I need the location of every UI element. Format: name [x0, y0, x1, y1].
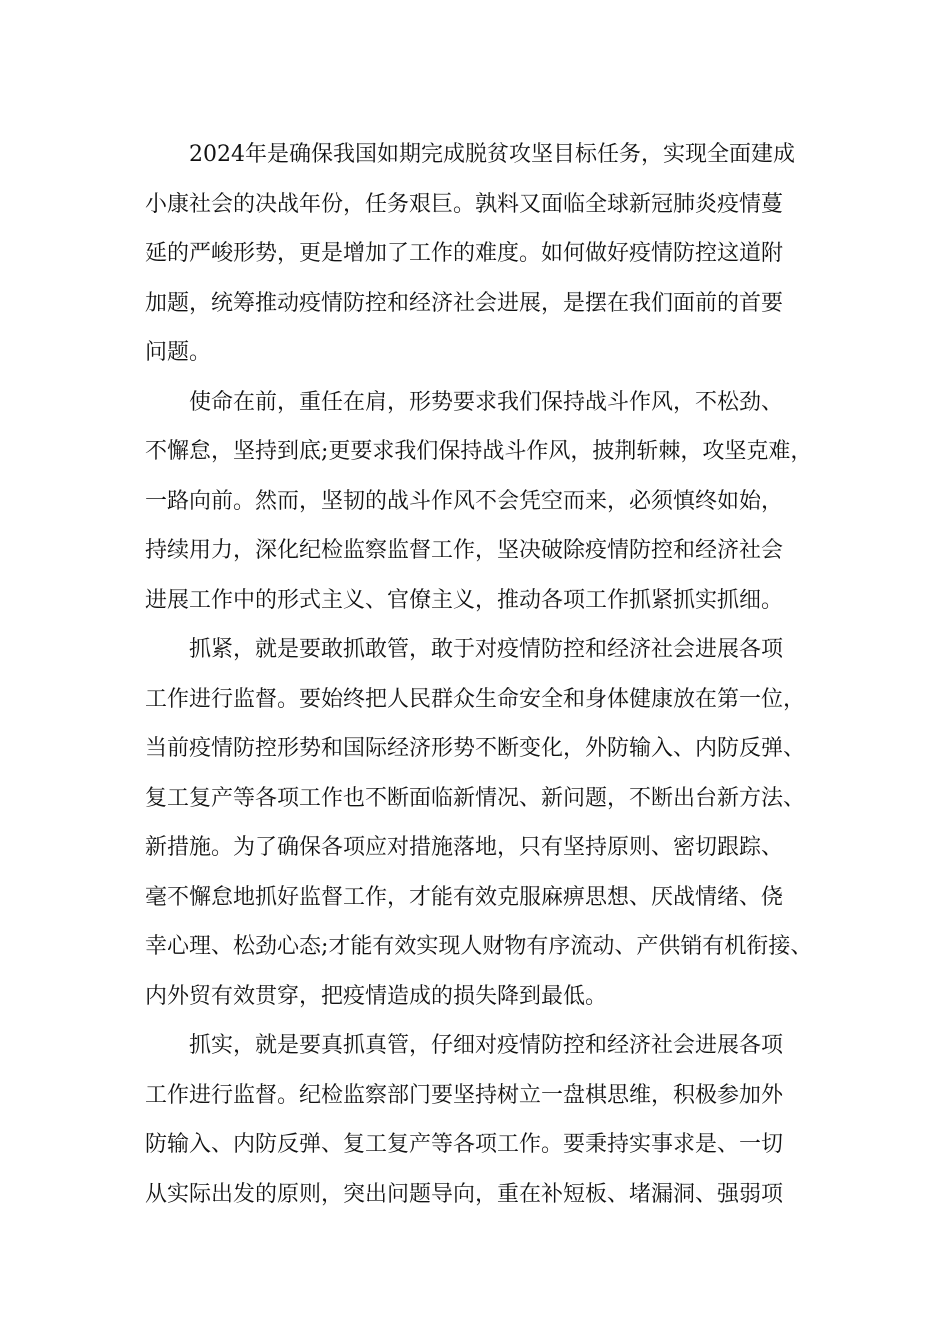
paragraph-line: 2024年是确保我国如期完成脱贫攻坚目标任务，实现全面建成	[189, 142, 795, 167]
paragraph-line: 小康社会的决战年份，任务艰巨。孰料又面临全球新冠肺炎疫情蔓	[145, 191, 784, 217]
paragraph-line: 毫不懈怠地抓好监督工作，才能有效克服麻痹思想、厌战情绪、侥	[145, 884, 784, 910]
paragraph-line: 抓紧，就是要敢抓敢管，敢于对疫情防控和经济社会进展各项	[189, 637, 784, 662]
paragraph-line: 幸心理、松劲心态;才能有效实现人财物有序流动、产供销有机衔接、	[145, 934, 813, 959]
paragraph-line: 延的严峻形势，更是增加了工作的难度。如何做好疫情防控这道附	[145, 241, 784, 266]
paragraph-line: 使命在前，重任在肩，形势要求我们保持战斗作风，不松劲、	[189, 389, 784, 415]
paragraph-line: 复工复产等各项工作也不断面临新情况、新问题，不断出台新方法、	[145, 785, 806, 811]
paragraph-line: 一路向前。然而，坚韧的战斗作风不会凭空而来，必须慎终如始，	[145, 488, 784, 514]
paragraph-line: 加题，统筹推动疫情防控和经济社会进展，是摆在我们面前的首要	[145, 290, 784, 316]
paragraph-3	[145, 625, 828, 1021]
paragraph-2	[145, 378, 828, 626]
paragraph-1	[145, 130, 828, 378]
paragraph-line: 问题。	[145, 340, 212, 365]
paragraph-line: 防输入、内防反弹、复工复产等各项工作。要秉持实事求是、一切	[145, 1132, 784, 1157]
paragraph-line: 从实际出发的原则，突出问题导向，重在补短板、堵漏洞、强弱项	[145, 1181, 784, 1207]
paragraph-4	[145, 1021, 828, 1219]
paragraph-line: 工作进行监督。要始终把人民群众生命安全和身体健康放在第一位，	[145, 686, 806, 712]
document-body	[145, 130, 828, 1219]
paragraph-line: 内外贸有效贯穿，把疫情造成的损失降到最低。	[145, 983, 608, 1009]
paragraph-line: 工作进行监督。纪检监察部门要坚持树立一盘棋思维，积极参加外	[145, 1082, 784, 1108]
paragraph-line: 持续用力，深化纪检监察监督工作，坚决破除疫情防控和经济社会	[145, 538, 784, 563]
paragraph-line: 当前疫情防控形势和国际经济形势不断变化，外防输入、内防反弹、	[145, 736, 806, 761]
paragraph-line: 不懈怠，坚持到底;更要求我们保持战斗作风，披荆斩棘，攻坚克难，	[145, 439, 813, 464]
paragraph-line: 进展工作中的形式主义、官僚主义，推动各项工作抓紧抓实抓细。	[145, 587, 784, 613]
paragraph-line: 抓实，就是要真抓真管，仔细对疫情防控和经济社会进展各项	[189, 1033, 784, 1058]
paragraph-line: 新措施。为了确保各项应对措施落地，只有坚持原则、密切跟踪、	[145, 835, 784, 860]
